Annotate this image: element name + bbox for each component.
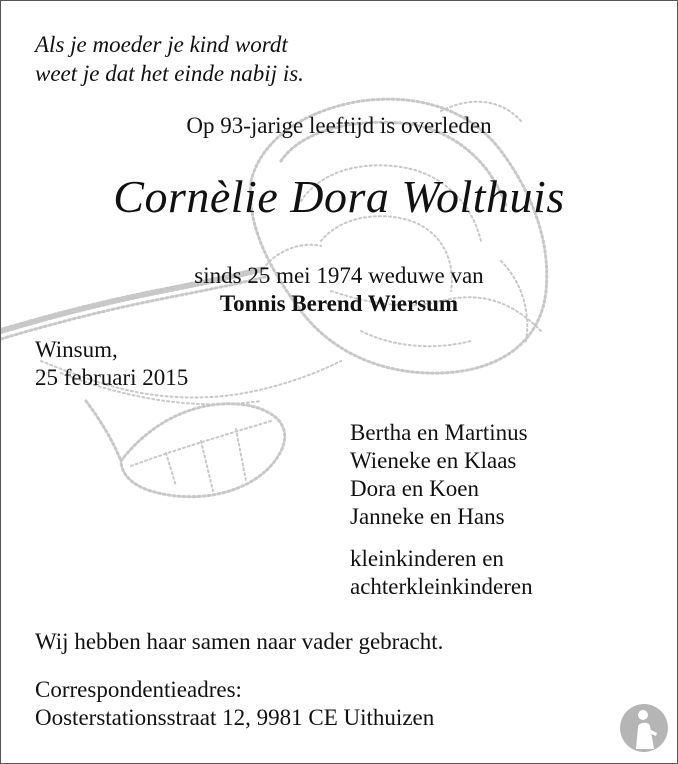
closing-text: Wij hebben haar samen naar vader gebracht.: [35, 629, 444, 654]
place: Winsum,: [35, 337, 118, 362]
date: 25 februari 2015: [35, 365, 189, 390]
correspondence-label: Correspondentieadres:: [35, 677, 242, 702]
family-member: Bertha en Martinus: [350, 420, 528, 445]
motto: [35, 32, 304, 90]
grandchildren-line-2: achterkleinkinderen: [350, 574, 533, 599]
widow-line: sinds 25 mei 1974 weduwe van: [194, 263, 484, 288]
intro-text: Op 93-jarige leeftijd is overleden: [186, 113, 492, 138]
family-list: [350, 420, 528, 532]
grandchildren-line-1: kleinkinderen en: [350, 546, 504, 571]
family-member: Dora en Koen: [350, 476, 480, 501]
deceased-name: Cornèlie Dora Wolthuis: [113, 171, 565, 222]
motto-line-1: Als je moeder je kind wordt: [35, 32, 288, 57]
correspondence-address: Oosterstationsstraat 12, 9981 CE Uithuizen: [35, 705, 435, 730]
motto-line-2: weet je dat het einde nabij is.: [35, 61, 304, 86]
grandchildren: [350, 546, 533, 602]
mourning-figure-icon: [619, 703, 669, 753]
spouse-name: Tonnis Berend Wiersum: [219, 291, 459, 316]
family-member: Janneke en Hans: [350, 504, 505, 529]
family-member: Wieneke en Klaas: [350, 448, 517, 473]
